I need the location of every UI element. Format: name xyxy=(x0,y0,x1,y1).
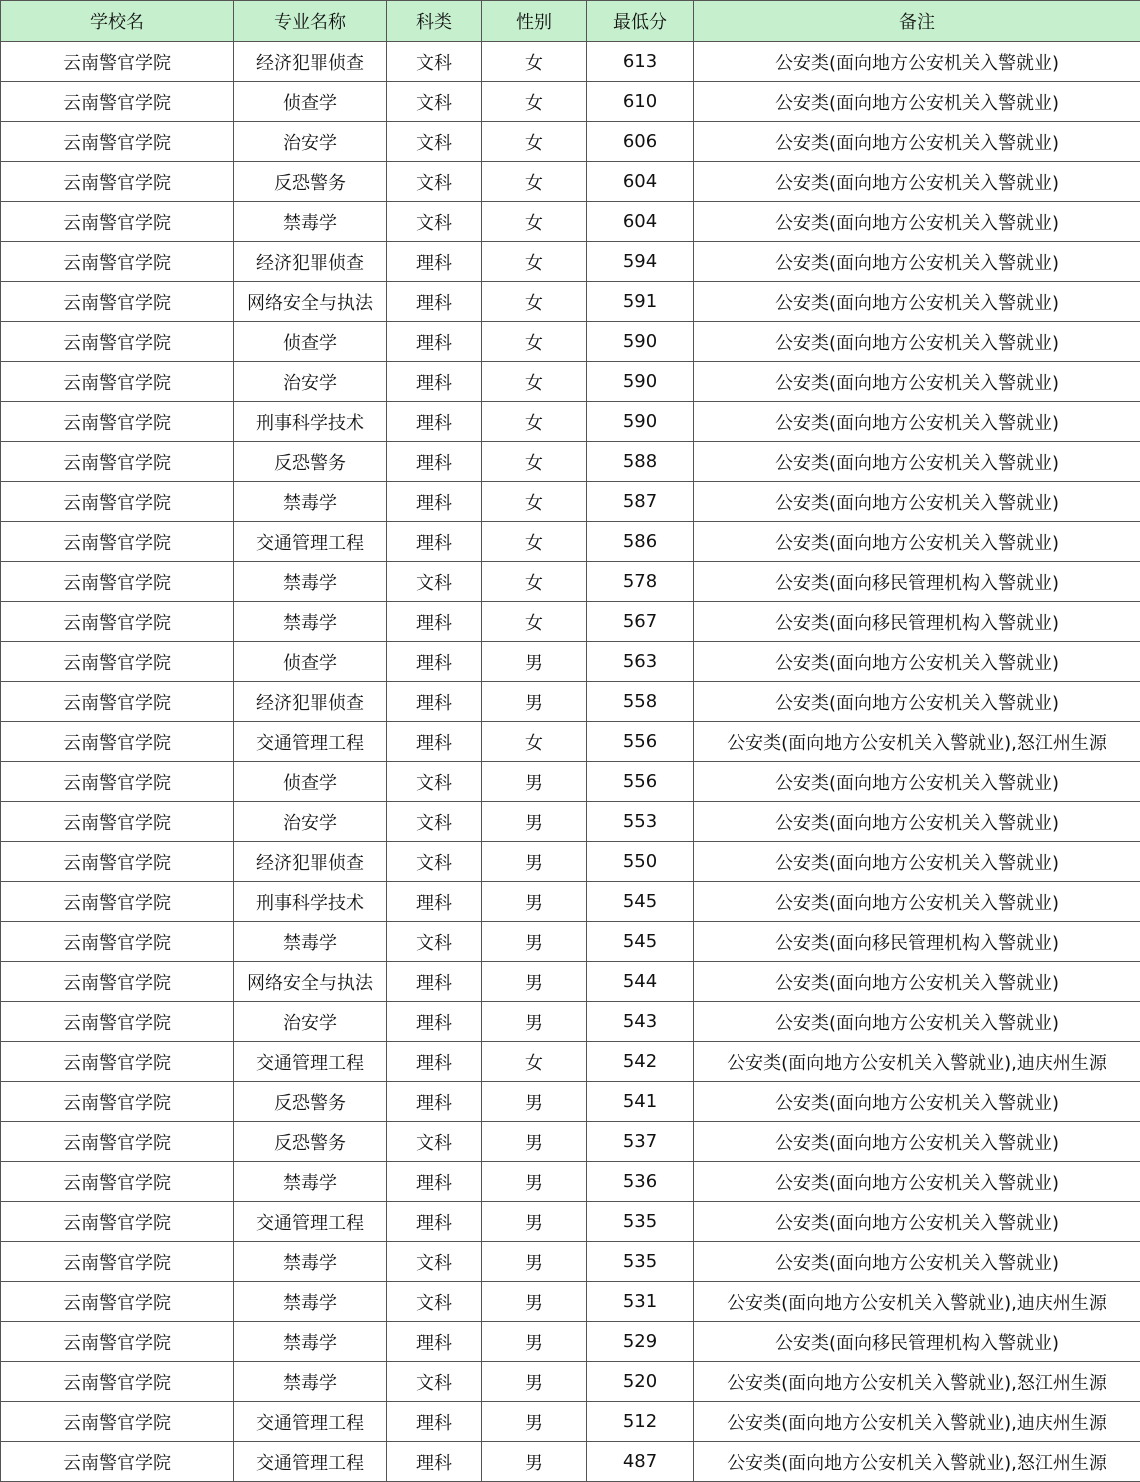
cell-major: 侦查学 xyxy=(234,322,387,362)
cell-category: 文科 xyxy=(387,802,482,842)
cell-category: 理科 xyxy=(387,362,482,402)
cell-gender: 女 xyxy=(482,82,587,122)
cell-gender: 女 xyxy=(482,482,587,522)
cell-gender: 男 xyxy=(482,1322,587,1362)
cell-school: 云南警官学院 xyxy=(1,1042,234,1082)
table-row xyxy=(1,42,1140,82)
cell-major: 反恐警务 xyxy=(234,162,387,202)
cell-category: 文科 xyxy=(387,82,482,122)
cell-school: 云南警官学院 xyxy=(1,82,234,122)
table-row xyxy=(1,842,1140,882)
cell-min-score: 536 xyxy=(587,1162,694,1202)
table-row xyxy=(1,402,1140,442)
cell-min-score: 545 xyxy=(587,882,694,922)
table-row xyxy=(1,322,1140,362)
cell-school: 云南警官学院 xyxy=(1,1402,234,1442)
table-row xyxy=(1,1282,1140,1322)
cell-min-score: 550 xyxy=(587,842,694,882)
table-row xyxy=(1,1042,1140,1082)
table-row xyxy=(1,562,1140,602)
cell-notes: 公安类(面向地方公安机关入警就业) xyxy=(694,242,1140,282)
cell-category: 理科 xyxy=(387,602,482,642)
table-row xyxy=(1,882,1140,922)
cell-category: 理科 xyxy=(387,282,482,322)
table-row xyxy=(1,162,1140,202)
cell-major: 经济犯罪侦查 xyxy=(234,242,387,282)
cell-school: 云南警官学院 xyxy=(1,642,234,682)
cell-min-score: 563 xyxy=(587,642,694,682)
cell-notes: 公安类(面向地方公安机关入警就业) xyxy=(694,82,1140,122)
cell-school: 云南警官学院 xyxy=(1,1322,234,1362)
table-row xyxy=(1,1002,1140,1042)
cell-category: 理科 xyxy=(387,1402,482,1442)
cell-notes: 公安类(面向地方公安机关入警就业) xyxy=(694,802,1140,842)
cell-major: 治安学 xyxy=(234,362,387,402)
table-row xyxy=(1,1402,1140,1442)
cell-min-score: 535 xyxy=(587,1202,694,1242)
table-row xyxy=(1,442,1140,482)
cell-gender: 男 xyxy=(482,1282,587,1322)
cell-gender: 男 xyxy=(482,962,587,1002)
cell-notes: 公安类(面向地方公安机关入警就业) xyxy=(694,362,1140,402)
cell-gender: 男 xyxy=(482,922,587,962)
cell-notes: 公安类(面向地方公安机关入警就业) xyxy=(694,202,1140,242)
cell-major: 交通管理工程 xyxy=(234,1042,387,1082)
cell-major: 交通管理工程 xyxy=(234,1402,387,1442)
cell-min-score: 545 xyxy=(587,922,694,962)
table-row xyxy=(1,922,1140,962)
cell-min-score: 604 xyxy=(587,162,694,202)
cell-notes: 公安类(面向地方公安机关入警就业) xyxy=(694,322,1140,362)
header-gender: 性别 xyxy=(482,1,587,42)
cell-school: 云南警官学院 xyxy=(1,1082,234,1122)
table-row xyxy=(1,202,1140,242)
cell-school: 云南警官学院 xyxy=(1,162,234,202)
cell-min-score: 591 xyxy=(587,282,694,322)
cell-min-score: 558 xyxy=(587,682,694,722)
cell-gender: 女 xyxy=(482,362,587,402)
cell-category: 理科 xyxy=(387,722,482,762)
cell-school: 云南警官学院 xyxy=(1,42,234,82)
cell-category: 理科 xyxy=(387,962,482,1002)
cell-notes: 公安类(面向地方公安机关入警就业) xyxy=(694,762,1140,802)
cell-min-score: 542 xyxy=(587,1042,694,1082)
cell-notes: 公安类(面向地方公安机关入警就业) xyxy=(694,1002,1140,1042)
cell-school: 云南警官学院 xyxy=(1,602,234,642)
cell-notes: 公安类(面向地方公安机关入警就业),怒江州生源 xyxy=(694,1362,1140,1402)
cell-category: 理科 xyxy=(387,1322,482,1362)
cell-notes: 公安类(面向地方公安机关入警就业) xyxy=(694,162,1140,202)
cell-major: 禁毒学 xyxy=(234,1242,387,1282)
table-row xyxy=(1,1122,1140,1162)
cell-major: 治安学 xyxy=(234,802,387,842)
table-row xyxy=(1,962,1140,1002)
cell-gender: 女 xyxy=(482,722,587,762)
table-row xyxy=(1,642,1140,682)
cell-school: 云南警官学院 xyxy=(1,1242,234,1282)
header-notes: 备注 xyxy=(694,1,1140,42)
cell-notes: 公安类(面向地方公安机关入警就业) xyxy=(694,282,1140,322)
cell-min-score: 553 xyxy=(587,802,694,842)
cell-major: 侦查学 xyxy=(234,82,387,122)
cell-school: 云南警官学院 xyxy=(1,442,234,482)
cell-notes: 公安类(面向地方公安机关入警就业) xyxy=(694,1082,1140,1122)
cell-category: 文科 xyxy=(387,202,482,242)
table-row xyxy=(1,1082,1140,1122)
cell-gender: 女 xyxy=(482,162,587,202)
cell-gender: 女 xyxy=(482,442,587,482)
cell-category: 理科 xyxy=(387,1162,482,1202)
cell-school: 云南警官学院 xyxy=(1,1442,234,1482)
cell-major: 侦查学 xyxy=(234,762,387,802)
cell-gender: 女 xyxy=(482,322,587,362)
cell-school: 云南警官学院 xyxy=(1,1202,234,1242)
cell-category: 文科 xyxy=(387,1122,482,1162)
table-row xyxy=(1,522,1140,562)
cell-major: 刑事科学技术 xyxy=(234,402,387,442)
cell-major: 治安学 xyxy=(234,1002,387,1042)
cell-school: 云南警官学院 xyxy=(1,322,234,362)
table-row xyxy=(1,282,1140,322)
cell-major: 网络安全与执法 xyxy=(234,282,387,322)
cell-min-score: 543 xyxy=(587,1002,694,1042)
cell-min-score: 556 xyxy=(587,722,694,762)
cell-major: 经济犯罪侦查 xyxy=(234,682,387,722)
cell-gender: 女 xyxy=(482,522,587,562)
cell-category: 文科 xyxy=(387,1242,482,1282)
cell-category: 理科 xyxy=(387,442,482,482)
table-header xyxy=(1,1,1140,42)
cell-notes: 公安类(面向地方公安机关入警就业) xyxy=(694,842,1140,882)
cell-category: 文科 xyxy=(387,42,482,82)
cell-gender: 男 xyxy=(482,1362,587,1402)
cell-school: 云南警官学院 xyxy=(1,402,234,442)
table-row xyxy=(1,762,1140,802)
cell-gender: 男 xyxy=(482,1402,587,1442)
table-row xyxy=(1,82,1140,122)
cell-min-score: 610 xyxy=(587,82,694,122)
cell-notes: 公安类(面向地方公安机关入警就业) xyxy=(694,682,1140,722)
cell-gender: 女 xyxy=(482,282,587,322)
cell-min-score: 590 xyxy=(587,322,694,362)
cell-school: 云南警官学院 xyxy=(1,1282,234,1322)
cell-school: 云南警官学院 xyxy=(1,922,234,962)
cell-notes: 公安类(面向地方公安机关入警就业),怒江州生源 xyxy=(694,1442,1140,1482)
cell-notes: 公安类(面向移民管理机构入警就业) xyxy=(694,922,1140,962)
cell-gender: 男 xyxy=(482,1122,587,1162)
cell-category: 理科 xyxy=(387,1042,482,1082)
cell-major: 禁毒学 xyxy=(234,602,387,642)
cell-category: 文科 xyxy=(387,762,482,802)
cell-notes: 公安类(面向地方公安机关入警就业) xyxy=(694,122,1140,162)
cell-major: 禁毒学 xyxy=(234,202,387,242)
cell-category: 文科 xyxy=(387,1362,482,1402)
cell-notes: 公安类(面向地方公安机关入警就业) xyxy=(694,522,1140,562)
cell-notes: 公安类(面向地方公安机关入警就业) xyxy=(694,1242,1140,1282)
table-row xyxy=(1,802,1140,842)
header-major: 专业名称 xyxy=(234,1,387,42)
cell-school: 云南警官学院 xyxy=(1,1122,234,1162)
table-row xyxy=(1,482,1140,522)
cell-category: 文科 xyxy=(387,122,482,162)
cell-gender: 男 xyxy=(482,802,587,842)
cell-school: 云南警官学院 xyxy=(1,1162,234,1202)
cell-notes: 公安类(面向地方公安机关入警就业),迪庆州生源 xyxy=(694,1282,1140,1322)
cell-gender: 女 xyxy=(482,602,587,642)
cell-min-score: 587 xyxy=(587,482,694,522)
table-row xyxy=(1,1202,1140,1242)
cell-gender: 男 xyxy=(482,1082,587,1122)
cell-school: 云南警官学院 xyxy=(1,962,234,1002)
table-row xyxy=(1,722,1140,762)
cell-gender: 女 xyxy=(482,562,587,602)
cell-category: 理科 xyxy=(387,642,482,682)
cell-gender: 女 xyxy=(482,122,587,162)
table-row xyxy=(1,1242,1140,1282)
cell-major: 刑事科学技术 xyxy=(234,882,387,922)
cell-category: 理科 xyxy=(387,522,482,562)
cell-notes: 公安类(面向地方公安机关入警就业) xyxy=(694,642,1140,682)
cell-notes: 公安类(面向地方公安机关入警就业) xyxy=(694,442,1140,482)
cell-school: 云南警官学院 xyxy=(1,1002,234,1042)
cell-major: 禁毒学 xyxy=(234,922,387,962)
cell-gender: 男 xyxy=(482,1162,587,1202)
cell-school: 云南警官学院 xyxy=(1,722,234,762)
cell-min-score: 604 xyxy=(587,202,694,242)
cell-min-score: 594 xyxy=(587,242,694,282)
cell-min-score: 606 xyxy=(587,122,694,162)
cell-category: 理科 xyxy=(387,682,482,722)
cell-major: 反恐警务 xyxy=(234,1122,387,1162)
cell-notes: 公安类(面向地方公安机关入警就业) xyxy=(694,882,1140,922)
cell-notes: 公安类(面向地方公安机关入警就业) xyxy=(694,402,1140,442)
cell-gender: 男 xyxy=(482,1002,587,1042)
cell-major: 交通管理工程 xyxy=(234,722,387,762)
header-category: 科类 xyxy=(387,1,482,42)
cell-min-score: 590 xyxy=(587,402,694,442)
table-row xyxy=(1,682,1140,722)
cell-category: 文科 xyxy=(387,162,482,202)
cell-school: 云南警官学院 xyxy=(1,842,234,882)
cell-major: 禁毒学 xyxy=(234,1362,387,1402)
cell-gender: 男 xyxy=(482,882,587,922)
cell-school: 云南警官学院 xyxy=(1,282,234,322)
cell-major: 治安学 xyxy=(234,122,387,162)
cell-school: 云南警官学院 xyxy=(1,122,234,162)
cell-notes: 公安类(面向地方公安机关入警就业) xyxy=(694,482,1140,522)
cell-notes: 公安类(面向地方公安机关入警就业) xyxy=(694,42,1140,82)
cell-category: 理科 xyxy=(387,402,482,442)
cell-major: 禁毒学 xyxy=(234,562,387,602)
cell-category: 理科 xyxy=(387,882,482,922)
cell-gender: 男 xyxy=(482,642,587,682)
cell-category: 文科 xyxy=(387,1282,482,1322)
cell-min-score: 541 xyxy=(587,1082,694,1122)
cell-category: 文科 xyxy=(387,922,482,962)
cell-gender: 男 xyxy=(482,842,587,882)
table-row xyxy=(1,602,1140,642)
cell-category: 理科 xyxy=(387,482,482,522)
cell-school: 云南警官学院 xyxy=(1,1362,234,1402)
cell-min-score: 586 xyxy=(587,522,694,562)
cell-major: 交通管理工程 xyxy=(234,522,387,562)
header-school: 学校名 xyxy=(1,1,234,42)
cell-gender: 女 xyxy=(482,42,587,82)
cell-school: 云南警官学院 xyxy=(1,802,234,842)
table-row xyxy=(1,1162,1140,1202)
cell-min-score: 535 xyxy=(587,1242,694,1282)
cell-category: 理科 xyxy=(387,1202,482,1242)
cell-gender: 女 xyxy=(482,1042,587,1082)
cell-major: 禁毒学 xyxy=(234,1322,387,1362)
cell-gender: 男 xyxy=(482,1202,587,1242)
cell-school: 云南警官学院 xyxy=(1,362,234,402)
cell-school: 云南警官学院 xyxy=(1,762,234,802)
cell-major: 反恐警务 xyxy=(234,1082,387,1122)
table-row xyxy=(1,1362,1140,1402)
cell-notes: 公安类(面向地方公安机关入警就业) xyxy=(694,1122,1140,1162)
cell-notes: 公安类(面向地方公安机关入警就业),迪庆州生源 xyxy=(694,1042,1140,1082)
cell-school: 云南警官学院 xyxy=(1,202,234,242)
cell-school: 云南警官学院 xyxy=(1,562,234,602)
table-row xyxy=(1,242,1140,282)
cell-major: 禁毒学 xyxy=(234,482,387,522)
cell-min-score: 556 xyxy=(587,762,694,802)
cell-category: 文科 xyxy=(387,562,482,602)
cell-major: 侦查学 xyxy=(234,642,387,682)
cell-school: 云南警官学院 xyxy=(1,482,234,522)
cell-min-score: 590 xyxy=(587,362,694,402)
cell-notes: 公安类(面向地方公安机关入警就业),怒江州生源 xyxy=(694,722,1140,762)
cell-major: 交通管理工程 xyxy=(234,1442,387,1482)
cell-notes: 公安类(面向移民管理机构入警就业) xyxy=(694,562,1140,602)
cell-gender: 男 xyxy=(482,1442,587,1482)
cell-gender: 男 xyxy=(482,1242,587,1282)
cell-major: 禁毒学 xyxy=(234,1162,387,1202)
cell-min-score: 578 xyxy=(587,562,694,602)
cell-school: 云南警官学院 xyxy=(1,522,234,562)
cell-notes: 公安类(面向移民管理机构入警就业) xyxy=(694,1322,1140,1362)
cell-gender: 女 xyxy=(482,402,587,442)
cell-min-score: 529 xyxy=(587,1322,694,1362)
cell-major: 禁毒学 xyxy=(234,1282,387,1322)
cell-major: 网络安全与执法 xyxy=(234,962,387,1002)
table-row xyxy=(1,122,1140,162)
cell-category: 理科 xyxy=(387,322,482,362)
cell-min-score: 531 xyxy=(587,1282,694,1322)
cell-category: 文科 xyxy=(387,842,482,882)
cell-min-score: 588 xyxy=(587,442,694,482)
cell-major: 经济犯罪侦查 xyxy=(234,42,387,82)
cell-min-score: 567 xyxy=(587,602,694,642)
cell-min-score: 613 xyxy=(587,42,694,82)
cell-min-score: 537 xyxy=(587,1122,694,1162)
cell-gender: 女 xyxy=(482,242,587,282)
header-min-score: 最低分 xyxy=(587,1,694,42)
cell-category: 理科 xyxy=(387,1442,482,1482)
cell-notes: 公安类(面向地方公安机关入警就业) xyxy=(694,1202,1140,1242)
cell-gender: 男 xyxy=(482,682,587,722)
cell-major: 交通管理工程 xyxy=(234,1202,387,1242)
table-body xyxy=(1,42,1140,1482)
table-row xyxy=(1,1322,1140,1362)
cell-gender: 女 xyxy=(482,202,587,242)
cell-major: 反恐警务 xyxy=(234,442,387,482)
cell-min-score: 544 xyxy=(587,962,694,1002)
cell-min-score: 487 xyxy=(587,1442,694,1482)
cell-category: 理科 xyxy=(387,1082,482,1122)
cell-min-score: 512 xyxy=(587,1402,694,1442)
cell-school: 云南警官学院 xyxy=(1,682,234,722)
cell-min-score: 520 xyxy=(587,1362,694,1402)
table-row xyxy=(1,1442,1140,1482)
header-row xyxy=(1,1,1140,42)
cell-major: 经济犯罪侦查 xyxy=(234,842,387,882)
cell-gender: 男 xyxy=(482,762,587,802)
cell-notes: 公安类(面向地方公安机关入警就业) xyxy=(694,962,1140,1002)
table-row xyxy=(1,362,1140,402)
cell-category: 理科 xyxy=(387,1002,482,1042)
cell-category: 理科 xyxy=(387,242,482,282)
cell-notes: 公安类(面向地方公安机关入警就业) xyxy=(694,1162,1140,1202)
cell-notes: 公安类(面向移民管理机构入警就业) xyxy=(694,602,1140,642)
cell-school: 云南警官学院 xyxy=(1,882,234,922)
cell-notes: 公安类(面向地方公安机关入警就业),迪庆州生源 xyxy=(694,1402,1140,1442)
cell-school: 云南警官学院 xyxy=(1,242,234,282)
